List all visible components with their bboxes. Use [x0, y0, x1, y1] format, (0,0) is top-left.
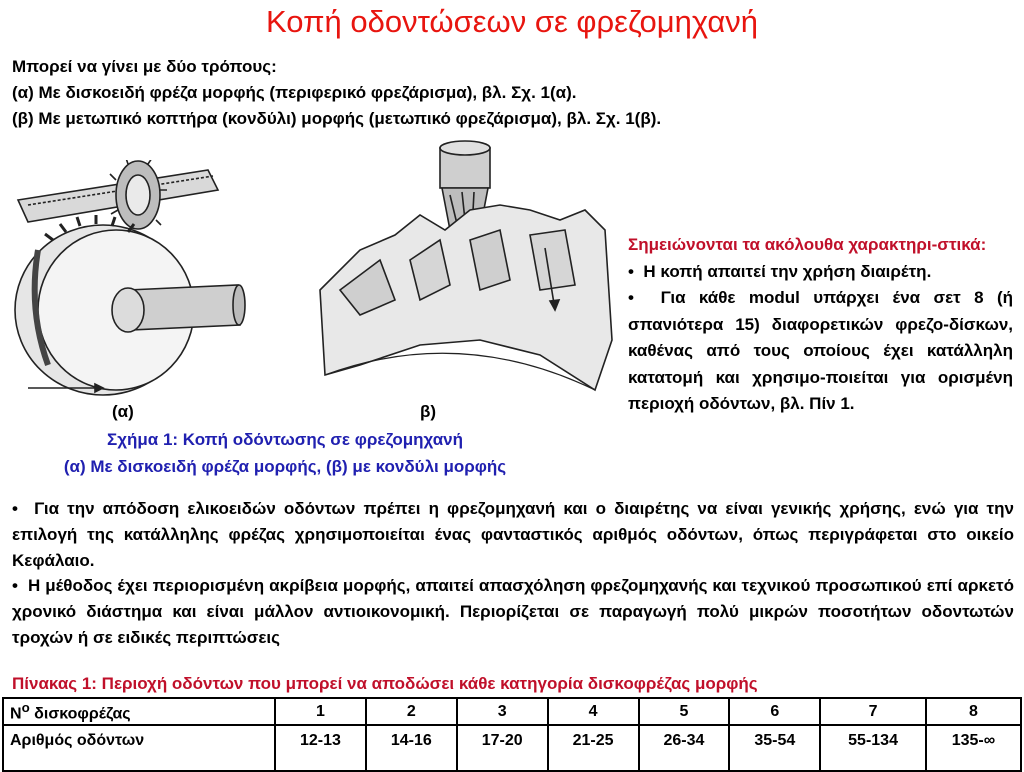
figure-a-disc-cutter-illustration [8, 160, 248, 400]
intro-text [12, 54, 1012, 132]
notes-panel [628, 232, 1013, 418]
cutter-teeth-table [2, 697, 1022, 772]
body-bullet-1: • Για την απόδοση ελικοειδών οδόντων πρέπει η φρεζομηχανή και ο διαιρέτης να είναι γενικής χρήσης, ενώ για την επιλογή της κατάλληλης φρέζας χρησιμοποιείται ένας φανταστικός αριθμός οδόντων, όπως περιγράφεται στο οικείο Κεφάλαιο. [12, 499, 1014, 570]
table-cell: 2 [366, 698, 457, 725]
body-bullet-1-text: Για την απόδοση ελικοειδών οδόντων πρέπει η φρεζομηχανή και ο διαιρέτης να είναι γενικής χρήσης, ενώ για την επιλογή της κατάλληλης φρέζας χρησιμοποιείται ένας φανταστικός αριθμός οδόντων, όπως περιγράφεται στο οικείο Κεφάλαιο. [12, 499, 1014, 570]
table-cell: 35-54 [729, 725, 820, 771]
body-bullet-2: • Η μέθοδος έχει περιορισμένη ακρίβεια μορφής, απαιτεί απασχόληση φρεζομηχανής και τεχνικού προσωπικού επί αρκετό χρονικό διάστημα και είναι μάλλον αντιοικονομική. Περιορίζεται σε παραγωγή πολύ μικρών ποσοτήτων οδοντωτών τροχών ή σε ειδικές περιπτώσεις [12, 576, 1014, 647]
cutter-header-rest: δισκοφρέζας [29, 705, 131, 723]
table-cell: 1 [275, 698, 366, 725]
figure-a-label: (α) [112, 402, 134, 421]
table-row-cutter-number [3, 698, 1021, 725]
table-cell: 8 [926, 698, 1021, 725]
table-row-teeth-count [3, 725, 1021, 771]
table-cell: 7 [820, 698, 926, 725]
cutter-header-superscript: ο [21, 699, 30, 715]
table-cell: 5 [639, 698, 730, 725]
figure-caption-line-2: (α) Με δισκοειδή φρέζα μορφής, (β) με κονδύλι μορφής [63, 457, 507, 476]
table-cell: 4 [548, 698, 639, 725]
cutter-header-n: N [10, 705, 22, 723]
figure-b-end-mill-illustration [300, 140, 620, 405]
notes-bullet-2: • Για κάθε modul υπάρχει ένα σετ 8 (ή σπανιότερα 15) διαφορετικών φρεζο-δίσκων, καθένας από τους οποίους έχει κατάλληλη κατατομή και χρησιμο-ποιείται για ορισμένη περιοχή οδόντων, βλ. Πίν 1. [628, 288, 1013, 413]
page-title: Κοπή οδοντώσεων σε φρεζομηχανή [265, 4, 759, 39]
table-cell: 6 [729, 698, 820, 725]
table-row-header-cutter [3, 698, 275, 725]
intro-line-2: (α) Με δισκοειδή φρέζα μορφής (περιφερικό φρεζάρισμα), βλ. Σχ. 1(α). [12, 83, 577, 102]
table-cell: 14-16 [366, 725, 457, 771]
table-cell: 55-134 [820, 725, 926, 771]
body-bullet-2-text: Η μέθοδος έχει περιορισμένη ακρίβεια μορφής, απαιτεί απασχόληση φρεζομηχανής και τεχνικού προσωπικού επί αρκετό χρονικό διάστημα και είναι μάλλον αντιοικονομική. Περιορίζεται σε παραγωγή πολύ μικρών ποσοτήτων οδοντωτών τροχών ή σε ειδικές περιπτώσεις [12, 576, 1014, 647]
table-row-header-teeth: Αριθμός οδόντων [3, 725, 275, 771]
figure-caption-line-1: Σχήμα 1: Κοπή οδόντωσης σε φρεζομηχανή [107, 430, 463, 449]
body-bullets [12, 496, 1014, 651]
notes-bullet-1: • Η κοπή απαιτεί την χρήση διαιρέτη. [628, 261, 932, 281]
table-cell: 135-∞ [926, 725, 1021, 771]
notes-bullet-1-text: Η κοπή απαιτεί την χρήση διαιρέτη. [643, 261, 932, 281]
table-cell: 21-25 [548, 725, 639, 771]
intro-line-3: (β) Με μετωπικό κοπτήρα (κονδύλι) μορφής (μετωπικό φρεζάρισμα), βλ. Σχ. 1(β). [12, 109, 662, 128]
table-caption: Πίνακας 1: Περιοχή οδόντων που μπορεί να αποδώσει κάθε κατηγορία δισκοφρέζας μορφής [12, 674, 758, 693]
intro-line-1: Μπορεί να γίνει με δύο τρόπους: [12, 57, 277, 76]
table-cell: 26-34 [639, 725, 730, 771]
figure-b-label: β) [420, 402, 437, 421]
table-cell: 12-13 [275, 725, 366, 771]
table-cell: 17-20 [457, 725, 548, 771]
table-cell: 3 [457, 698, 548, 725]
notes-heading: Σημειώνονται τα ακόλουθα χαρακτηρι-στικά: [628, 235, 987, 254]
notes-bullet-2-text: Για κάθε modul υπάρχει ένα σετ 8 (ή σπανιότερα 15) διαφορετικών φρεζο-δίσκων, καθένας από τους οποίους έχει κατάλληλη κατατομή και χρησιμο-ποιείται για ορισμένη περιοχή οδόντων, βλ. Πίν 1. [628, 288, 1013, 413]
